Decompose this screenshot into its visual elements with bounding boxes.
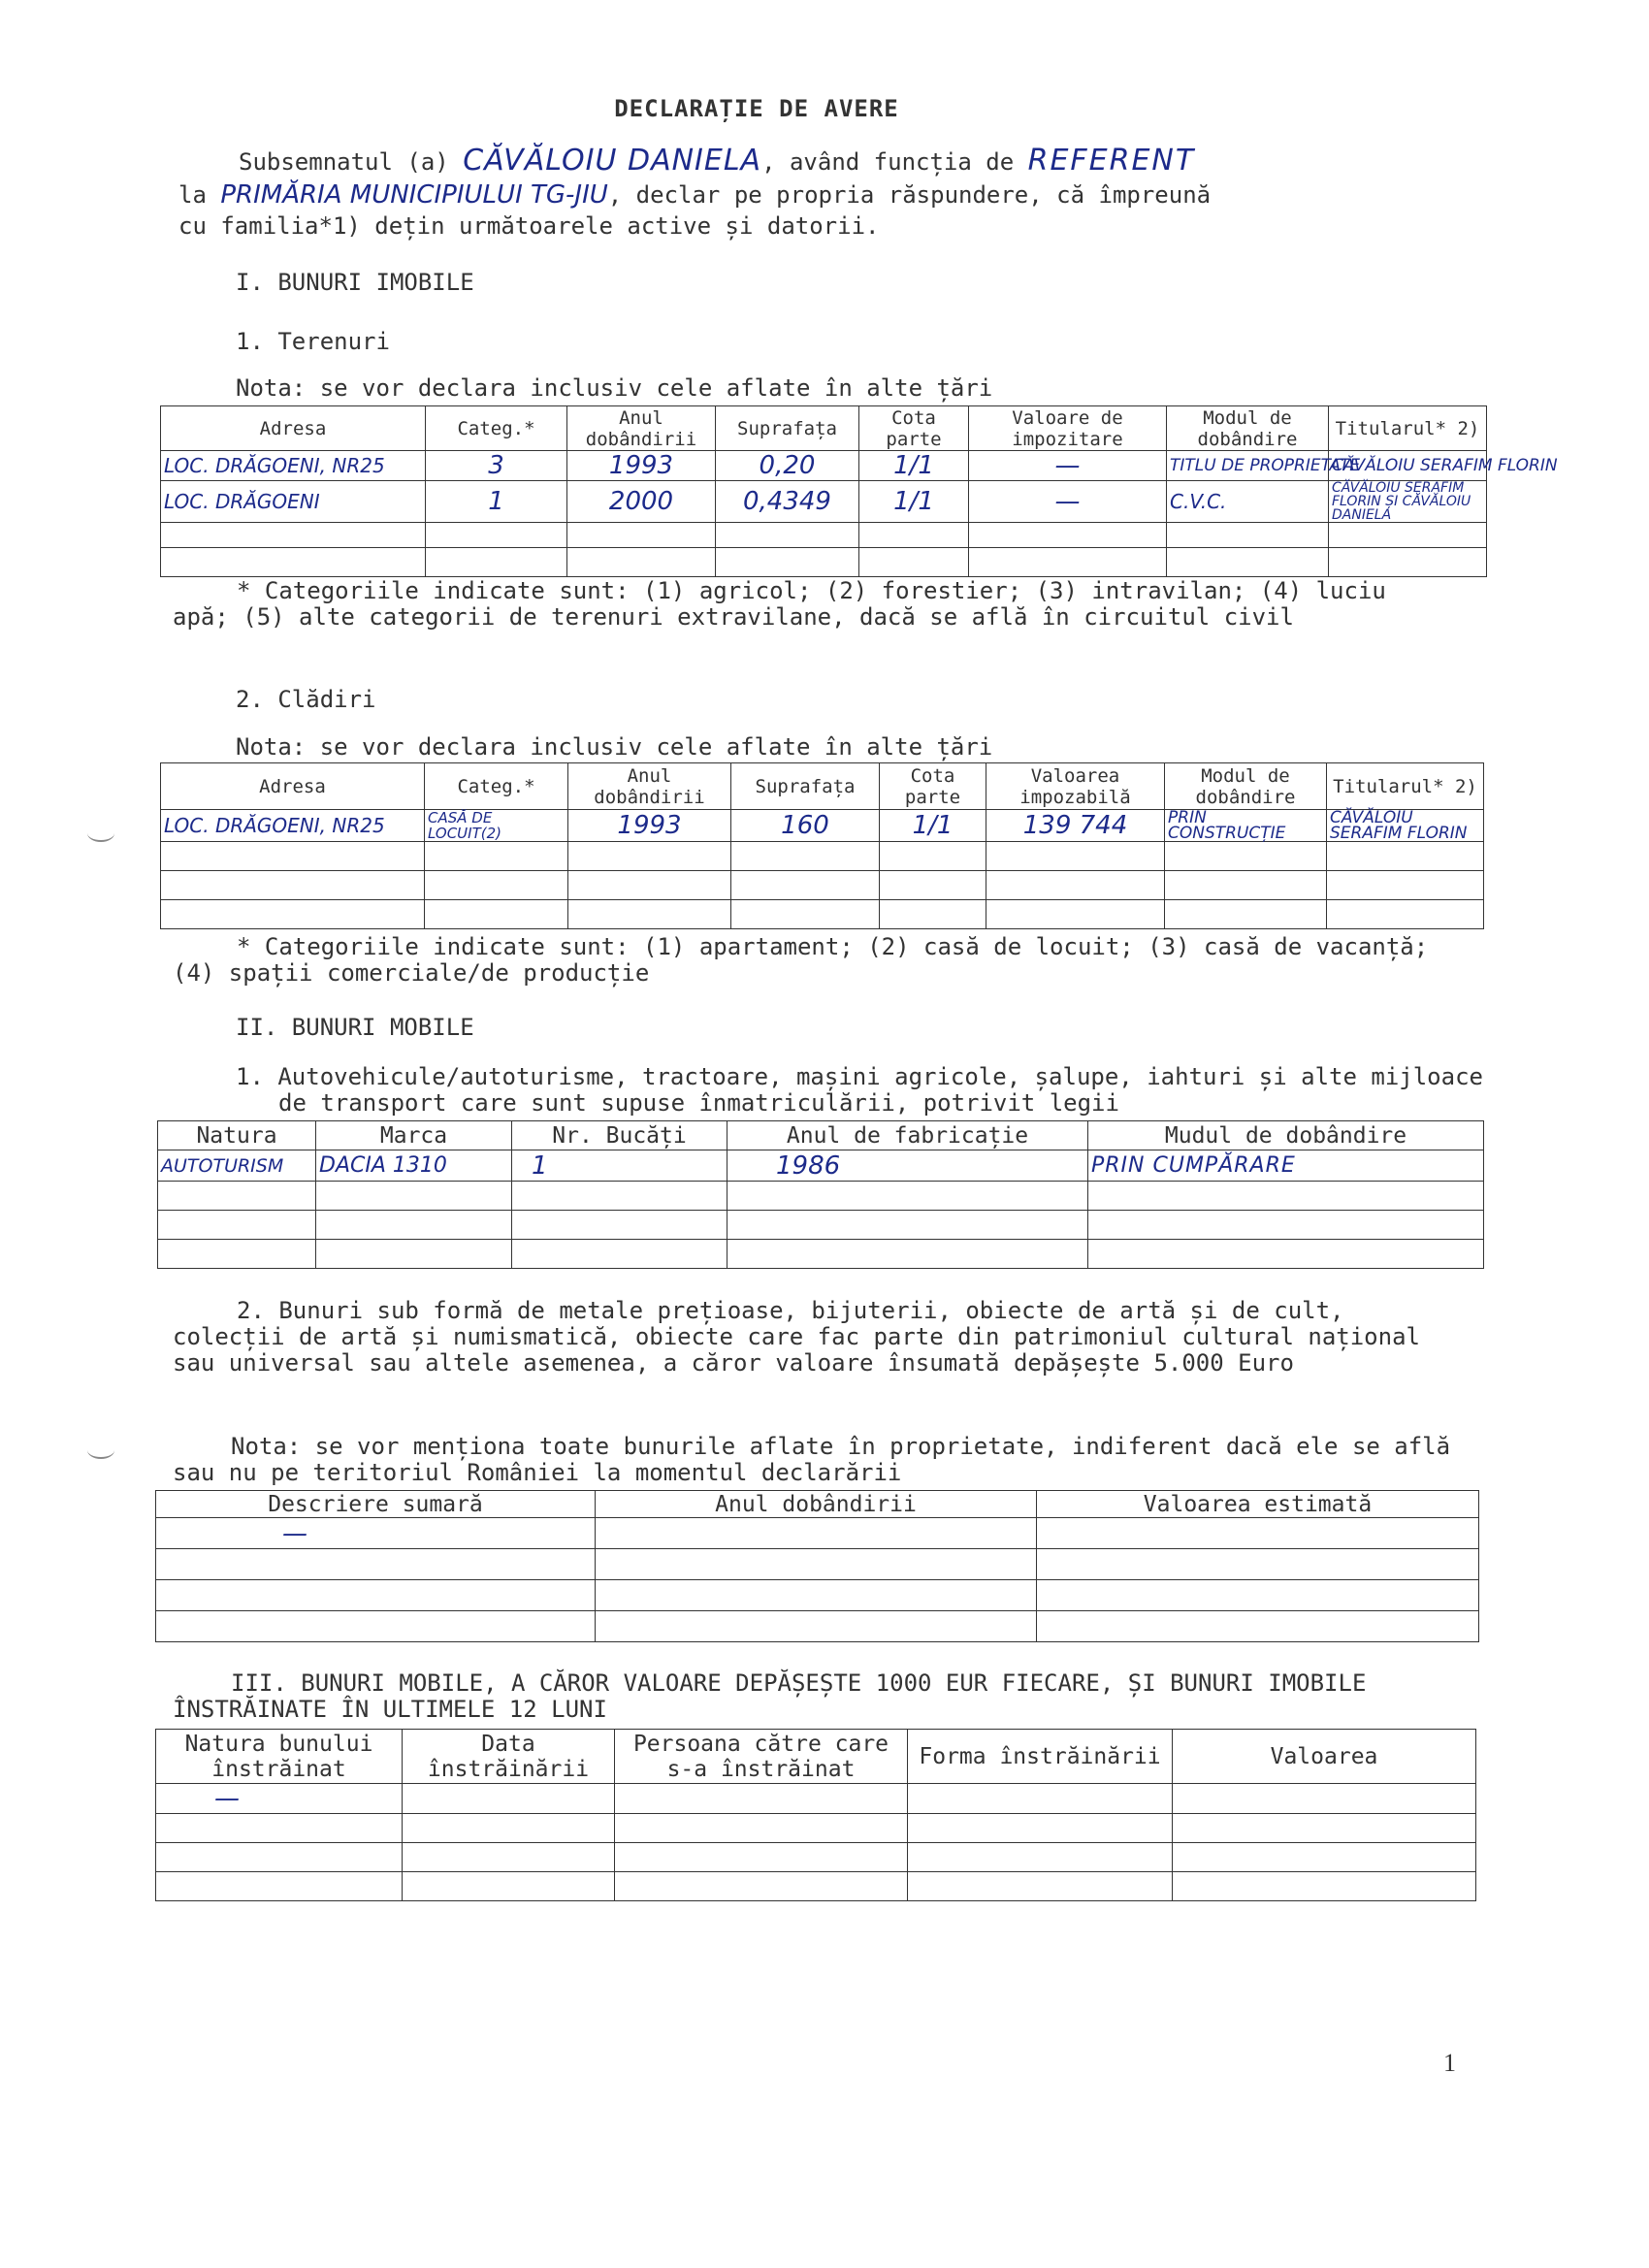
intro-line-2 — [178, 181, 1211, 209]
cell-natura-bunului: — — [156, 1784, 403, 1814]
section-3-heading: III. BUNURI MOBILE, A CĂROR VALOARE DEPĂȘEȘTE 1000 EUR FIECARE, ȘI BUNURI IMOBILE ÎNSTRĂINATE ÎN ULTIMELE 12 LUNI — [173, 1669, 1367, 1723]
col-header-marca: Marca — [316, 1121, 512, 1150]
subsemnatul-label: Subsemnatul (a) — [239, 148, 449, 176]
table-row — [156, 1549, 1479, 1580]
functia-label: , având funcția de — [761, 148, 1015, 176]
auto-table — [157, 1120, 1484, 1269]
col-header-categ: Categ.* — [426, 406, 567, 451]
table-header-row — [161, 406, 1487, 451]
page-number: 1 — [1443, 2049, 1456, 2077]
cell-anul: 1993 — [567, 451, 716, 481]
table-header-row — [156, 1730, 1476, 1784]
cell-adresa: LOC. DRĂGOENI — [161, 481, 426, 523]
cell-persoana — [615, 1784, 908, 1814]
bunuri-pretioase-description: 2. Bunuri sub formă de metale prețioase, bijuterii, obiecte de artă și de cult, colecții de artă și numismatică, obiecte care fac parte din patrimoniul cultural național sau universal sau altele asemenea, a căror valoare însumată depășește 5.000 Euro — [173, 1297, 1420, 1377]
table-row — [158, 1182, 1484, 1211]
cell-modul: TITLU DE PROPRIETATE — [1167, 451, 1329, 481]
table-row — [161, 871, 1484, 900]
instrainari-table — [155, 1729, 1476, 1901]
table-row — [156, 1580, 1479, 1611]
table-row — [156, 1784, 1476, 1814]
table-header-row — [158, 1121, 1484, 1150]
col-header-valoare: Valoarea estimată — [1037, 1491, 1479, 1518]
auto-description: 1. Autovehicule/autoturisme, tractoare, mașini agricole, șalupe, iahturi și alte mijloace de transport care sunt supuse înmatriculării, potrivit legii — [236, 1063, 1483, 1117]
col-header-valoarea: Valoarea — [1173, 1730, 1476, 1784]
cell-anul — [596, 1518, 1037, 1549]
declar-text: , declar pe propria răspundere, că împreună — [607, 181, 1212, 209]
col-header-modul: Modul de dobândire — [1167, 406, 1329, 451]
bunuri-pretioase-nota: Nota: se vor menționa toate bunurile aflate în proprietate, indiferent dacă ele se află sau nu pe teritoriul României la momentul declarării — [173, 1433, 1451, 1486]
cell-cota: 1/1 — [880, 810, 986, 842]
col-header-adresa: Adresa — [161, 763, 425, 810]
col-header-persoana: Persoana către care s-a înstrăinat — [615, 1730, 908, 1784]
cell-valoare — [1037, 1518, 1479, 1549]
col-header-mod-dobandire: Mudul de dobândire — [1088, 1121, 1484, 1150]
cell-mod-dobandire: PRIN CUMPĂRARE — [1088, 1150, 1484, 1182]
cell-anul: 1993 — [568, 810, 731, 842]
cladiri-table — [160, 762, 1484, 929]
cell-adresa: LOC. DRĂGOENI, NR25 — [161, 810, 425, 842]
table-header-row — [161, 763, 1484, 810]
col-header-anul: Anul dobândirii — [568, 763, 731, 810]
table-row — [156, 1814, 1476, 1843]
cell-valoare: 139 744 — [986, 810, 1165, 842]
institution-name: PRIMĂRIA MUNICIPIULUI TG-JIU — [220, 180, 608, 210]
table-row — [161, 523, 1487, 548]
cell-cota: 1/1 — [859, 451, 969, 481]
cell-adresa: LOC. DRĂGOENI, NR25 — [161, 451, 426, 481]
col-header-valoare: Valoarea impozabilă — [986, 763, 1165, 810]
col-header-cota: Cota parte — [859, 406, 969, 451]
col-header-categ: Categ.* — [425, 763, 568, 810]
declarant-name: CĂVĂLOIU DANIELA — [463, 144, 762, 178]
cell-cota: 1/1 — [859, 481, 969, 523]
cladiri-footnote: * Categoriile indicate sunt: (1) apartament; (2) casă de locuit; (3) casă de vacanță; (4) spații comerciale/de producție — [173, 933, 1429, 987]
col-header-natura: Natura — [158, 1121, 316, 1150]
cell-categ: 1 — [426, 481, 567, 523]
cell-marca: DACIA 1310 — [316, 1150, 512, 1182]
intro-line-1 — [239, 144, 1196, 178]
table-row — [161, 900, 1484, 929]
cell-suprafata: 160 — [731, 810, 880, 842]
table-row — [156, 1518, 1479, 1549]
col-header-an-fabricatie: Anul de fabricație — [728, 1121, 1088, 1150]
scan-mark — [87, 1442, 114, 1459]
terenuri-footnote: * Categoriile indicate sunt: (1) agricol; (2) forestier; (3) intravilan; (4) luciu apă; (5) alte categorii de terenuri extravilane, dacă se află în circuitul civil — [173, 577, 1386, 631]
table-row — [161, 481, 1487, 523]
terenuri-table — [160, 405, 1558, 577]
cladiri-heading: 2. Clădiri — [236, 686, 376, 713]
document-title: DECLARAȚIE DE AVERE — [614, 95, 899, 122]
cell-forma — [908, 1784, 1173, 1814]
cell-valoare: — — [969, 451, 1167, 481]
cell-titular: CĂVĂLOIU SERAFIM FLORIN — [1329, 451, 1487, 481]
col-header-data: Data înstrăinării — [403, 1730, 615, 1784]
cell-descriere: — — [156, 1518, 596, 1549]
table-row — [161, 451, 1487, 481]
section-2-heading: II. BUNURI MOBILE — [236, 1014, 474, 1041]
col-header-suprafata: Suprafața — [731, 763, 880, 810]
table-row — [161, 548, 1487, 577]
cell-data — [403, 1784, 615, 1814]
terenuri-heading: 1. Terenuri — [236, 328, 390, 355]
scan-mark — [87, 825, 114, 842]
table-row — [158, 1240, 1484, 1269]
table-row — [156, 1843, 1476, 1872]
cell-modul: PRIN CONSTRUCȚIE — [1165, 810, 1327, 842]
section-1-heading: I. BUNURI IMOBILE — [236, 269, 474, 296]
table-row — [161, 810, 1484, 842]
cell-valoarea — [1173, 1784, 1476, 1814]
cell-an-fabricatie: 1986 — [728, 1150, 1088, 1182]
la-label: la — [178, 181, 207, 209]
cell-titular: CĂVĂLOIU SERAFIM FLORIN ȘI CĂVĂLOIU DANIELA — [1329, 481, 1487, 523]
col-header-natura-bunului: Natura bunului înstrăinat — [156, 1730, 403, 1784]
col-header-descriere: Descriere sumară — [156, 1491, 596, 1518]
col-header-modul: Modul de dobândire — [1165, 763, 1327, 810]
declarant-function: REFERENT — [1027, 144, 1196, 178]
cell-suprafata: 0,20 — [716, 451, 859, 481]
table-row — [158, 1150, 1484, 1182]
cell-categ: 3 — [426, 451, 567, 481]
col-header-cota: Cota parte — [880, 763, 986, 810]
col-header-suprafata: Suprafața — [716, 406, 859, 451]
col-header-anul: Anul dobândirii — [596, 1491, 1037, 1518]
cell-natura: AUTOTURISM — [158, 1150, 316, 1182]
bunuri-pretioase-table — [155, 1490, 1479, 1642]
cell-titular: CĂVĂLOIU SERAFIM FLORIN — [1327, 810, 1484, 842]
col-header-bucati: Nr. Bucăți — [512, 1121, 728, 1150]
col-header-forma: Forma înstrăinării — [908, 1730, 1173, 1784]
cladiri-nota: Nota: se vor declara inclusiv cele aflate în alte țări — [236, 733, 993, 761]
cell-modul: C.V.C. — [1167, 481, 1329, 523]
col-header-valoare: Valoare de impozitare — [969, 406, 1167, 451]
terenuri-nota: Nota: se vor declara inclusiv cele aflate în alte țări — [236, 374, 993, 402]
table-row — [156, 1872, 1476, 1901]
col-header-titular: Titularul* 2) — [1329, 406, 1487, 451]
cell-suprafata: 0,4349 — [716, 481, 859, 523]
cell-bucati: 1 — [512, 1150, 728, 1182]
col-header-titular: Titularul* 2) — [1327, 763, 1484, 810]
intro-line-3: cu familia*1) dețin următoarele active și datorii. — [178, 212, 880, 240]
cell-anul: 2000 — [567, 481, 716, 523]
table-row — [158, 1211, 1484, 1240]
cell-categ: CASĂ DE LOCUIT(2) — [425, 810, 568, 842]
col-header-adresa: Adresa — [161, 406, 426, 451]
table-row — [156, 1611, 1479, 1642]
table-header-row — [156, 1491, 1479, 1518]
col-header-anul: Anul dobândirii — [567, 406, 716, 451]
cell-valoare: — — [969, 481, 1167, 523]
table-row — [161, 842, 1484, 871]
